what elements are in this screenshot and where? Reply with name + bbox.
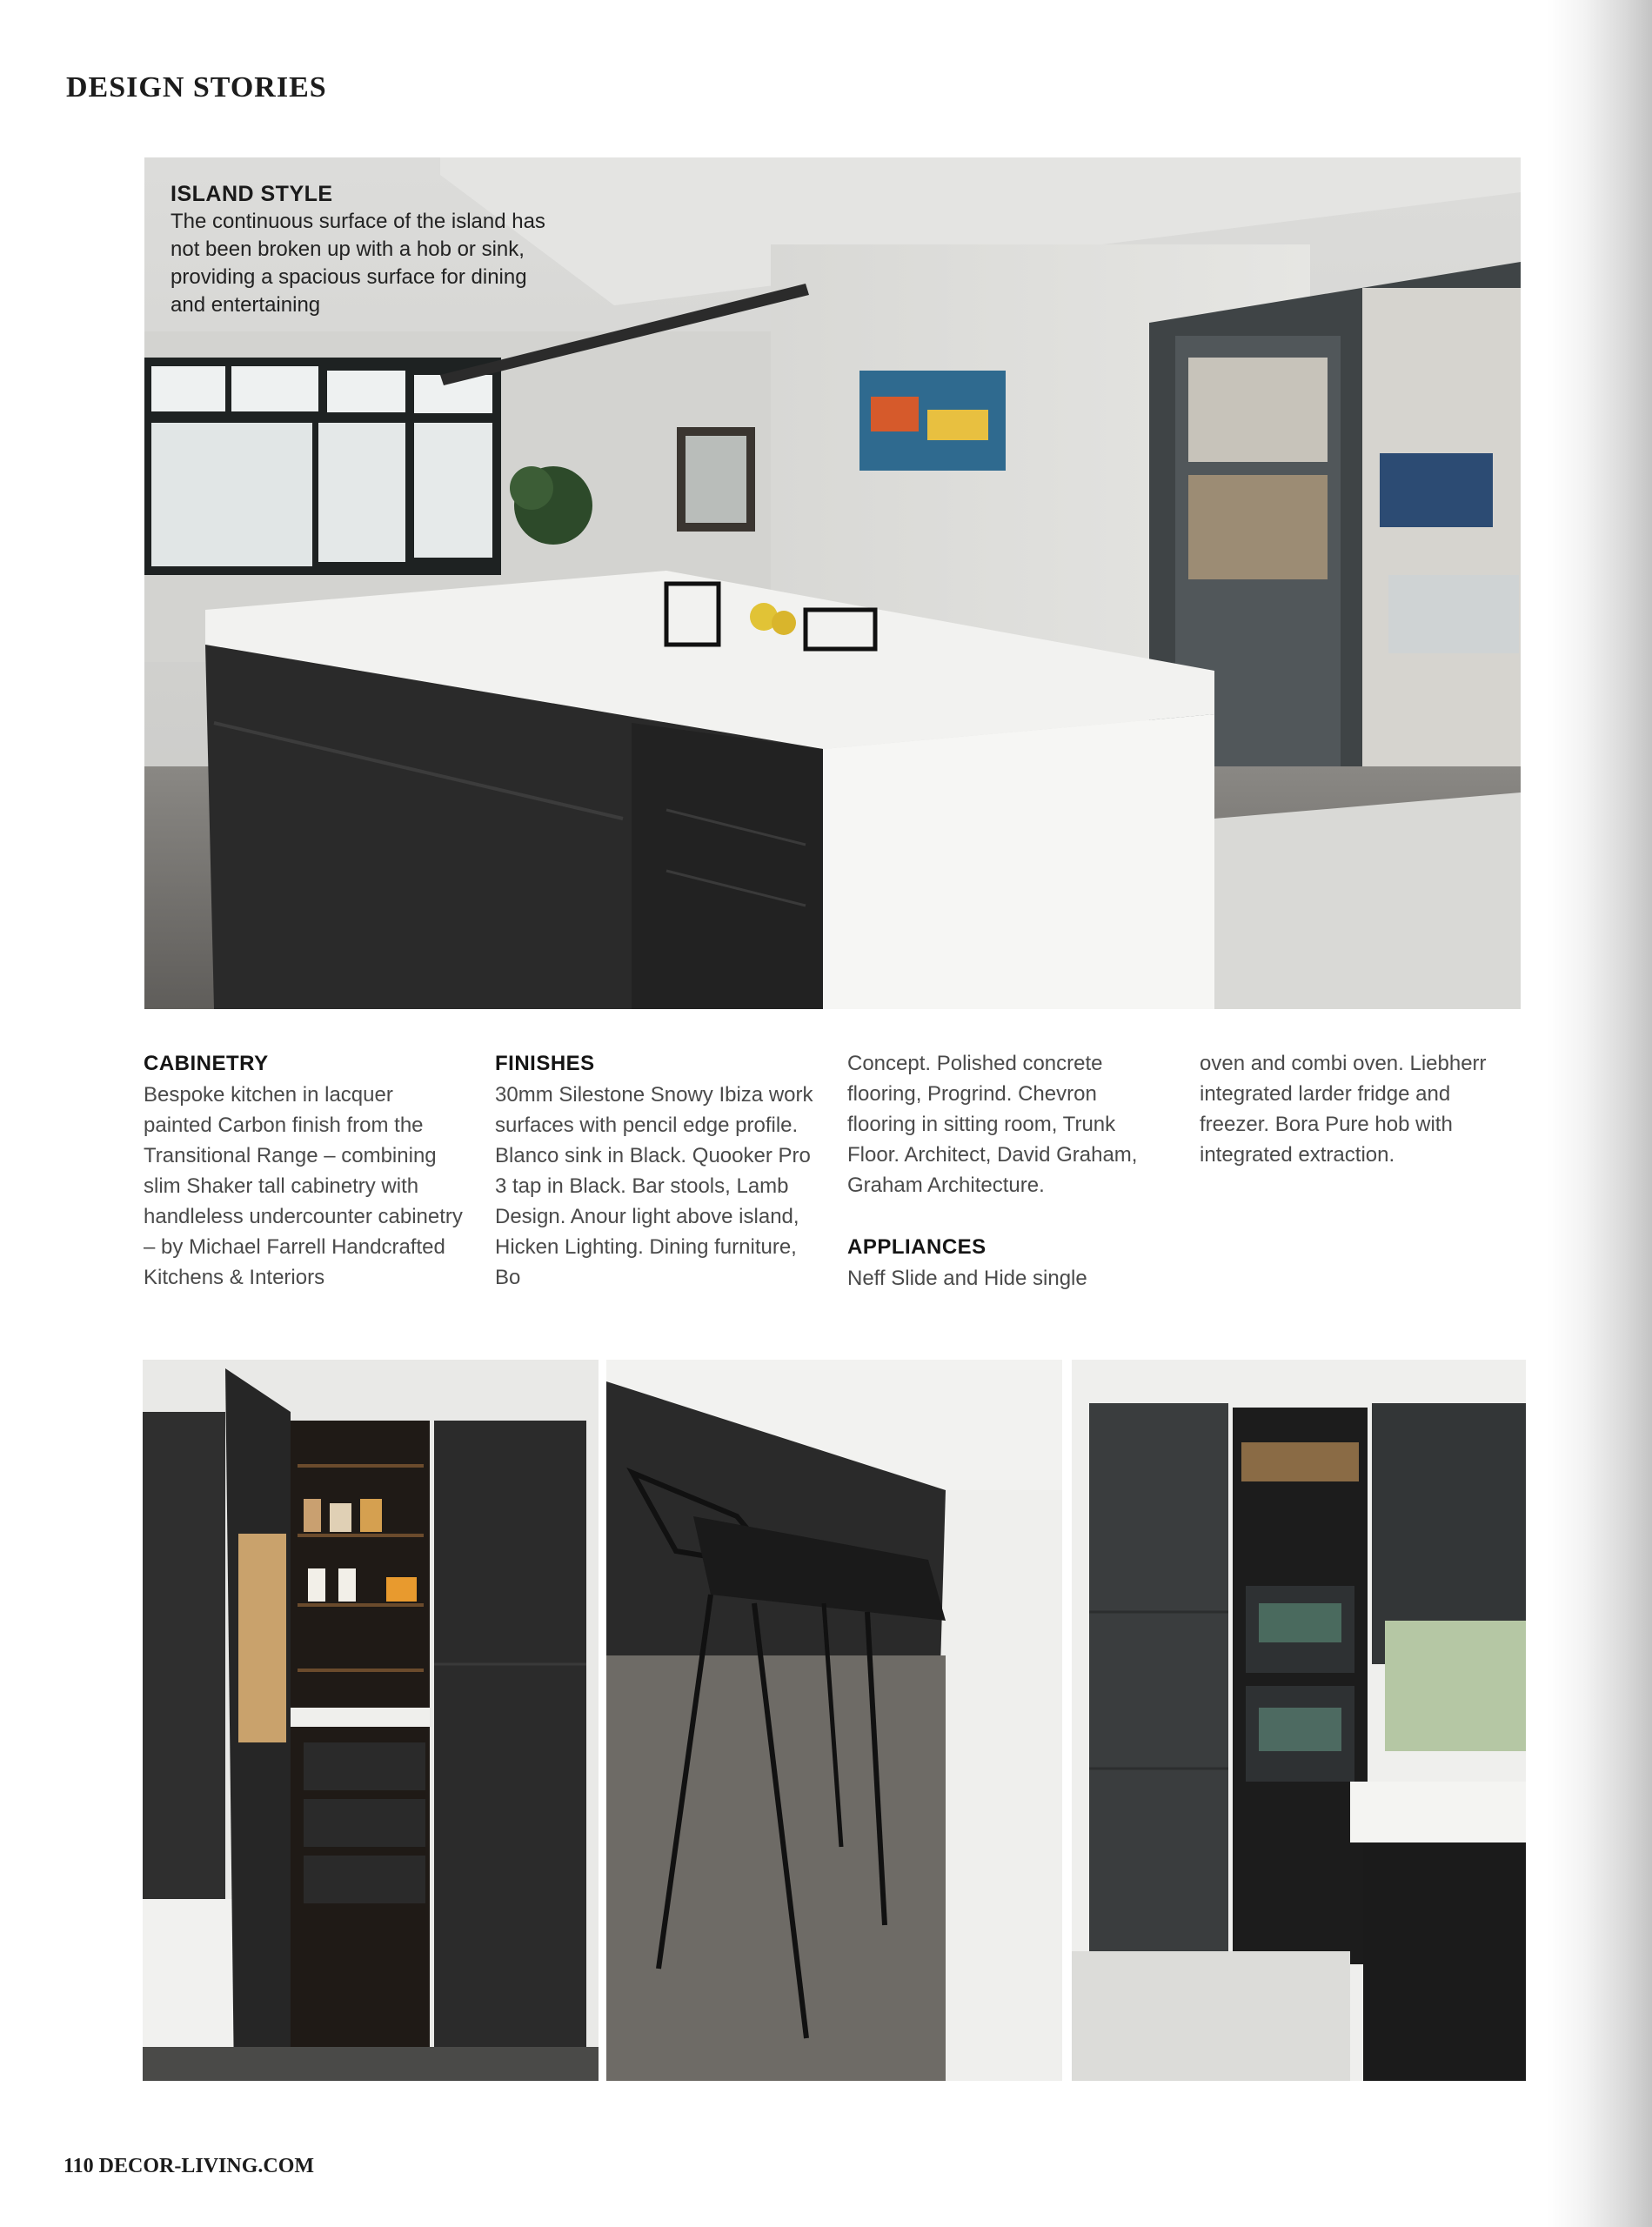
tall-oven-cabinetry-photo	[1072, 1360, 1526, 2081]
text-column-cabinetry	[144, 1048, 465, 1293]
column-body: Neff Slide and Hide single	[847, 1267, 1087, 1290]
column-heading: FINISHES	[495, 1052, 595, 1075]
pantry-cabinet-photo	[143, 1360, 599, 2081]
text-column-finishes-continued	[847, 1048, 1169, 1294]
column-body: oven and combi oven. Liebherr integrated larder fridge and freezer. Bora Pure hob with integrated extraction.	[1200, 1052, 1487, 1167]
page-spine-shadow	[1548, 0, 1652, 2227]
section-heading: DESIGN STORIES	[66, 71, 327, 104]
hero-caption	[171, 180, 553, 319]
bar-stool-illustration	[606, 1360, 1062, 2081]
text-column-appliances-continued	[1200, 1048, 1522, 1170]
column-body: Bespoke kitchen in lacquer painted Carbon finish from the Transitional Range – combining slim Shaker tall cabinetry with handleless undercounter cabinetry – by Michael Farrell Handcrafted Kitchens & Interiors	[144, 1083, 463, 1289]
column-body: 30mm Silestone Snowy Ibiza work surfaces with pencil edge profile. Blanco sink in Black. Quooker Pro 3 tap in Black. Bar stools, Lamb Design. Anour light above island, Hicken Lighting. Dining furniture, Bo	[495, 1083, 813, 1289]
text-column-finishes	[495, 1048, 817, 1293]
page-footer: 110 DECOR-LIVING.COM	[64, 2155, 315, 2177]
bar-stool-photo	[606, 1360, 1062, 2081]
hero-caption-title: ISLAND STYLE	[171, 182, 333, 206]
column-heading: CABINETRY	[144, 1052, 269, 1075]
hero-kitchen-photo	[144, 157, 1521, 1009]
column-heading-appliances: APPLIANCES	[847, 1235, 987, 1259]
hero-caption-text: The continuous surface of the island has not been broken up with a hob or sink, providing a spacious surface for dining and entertaining	[171, 210, 545, 317]
column-body: Concept. Polished concrete flooring, Progrind. Chevron flooring in sitting room, Trunk Floor. Architect, David Graham, Graham Architecture.	[847, 1052, 1138, 1197]
pantry-cabinet-illustration	[143, 1360, 599, 2081]
tall-oven-cabinetry-illustration	[1072, 1360, 1526, 2081]
